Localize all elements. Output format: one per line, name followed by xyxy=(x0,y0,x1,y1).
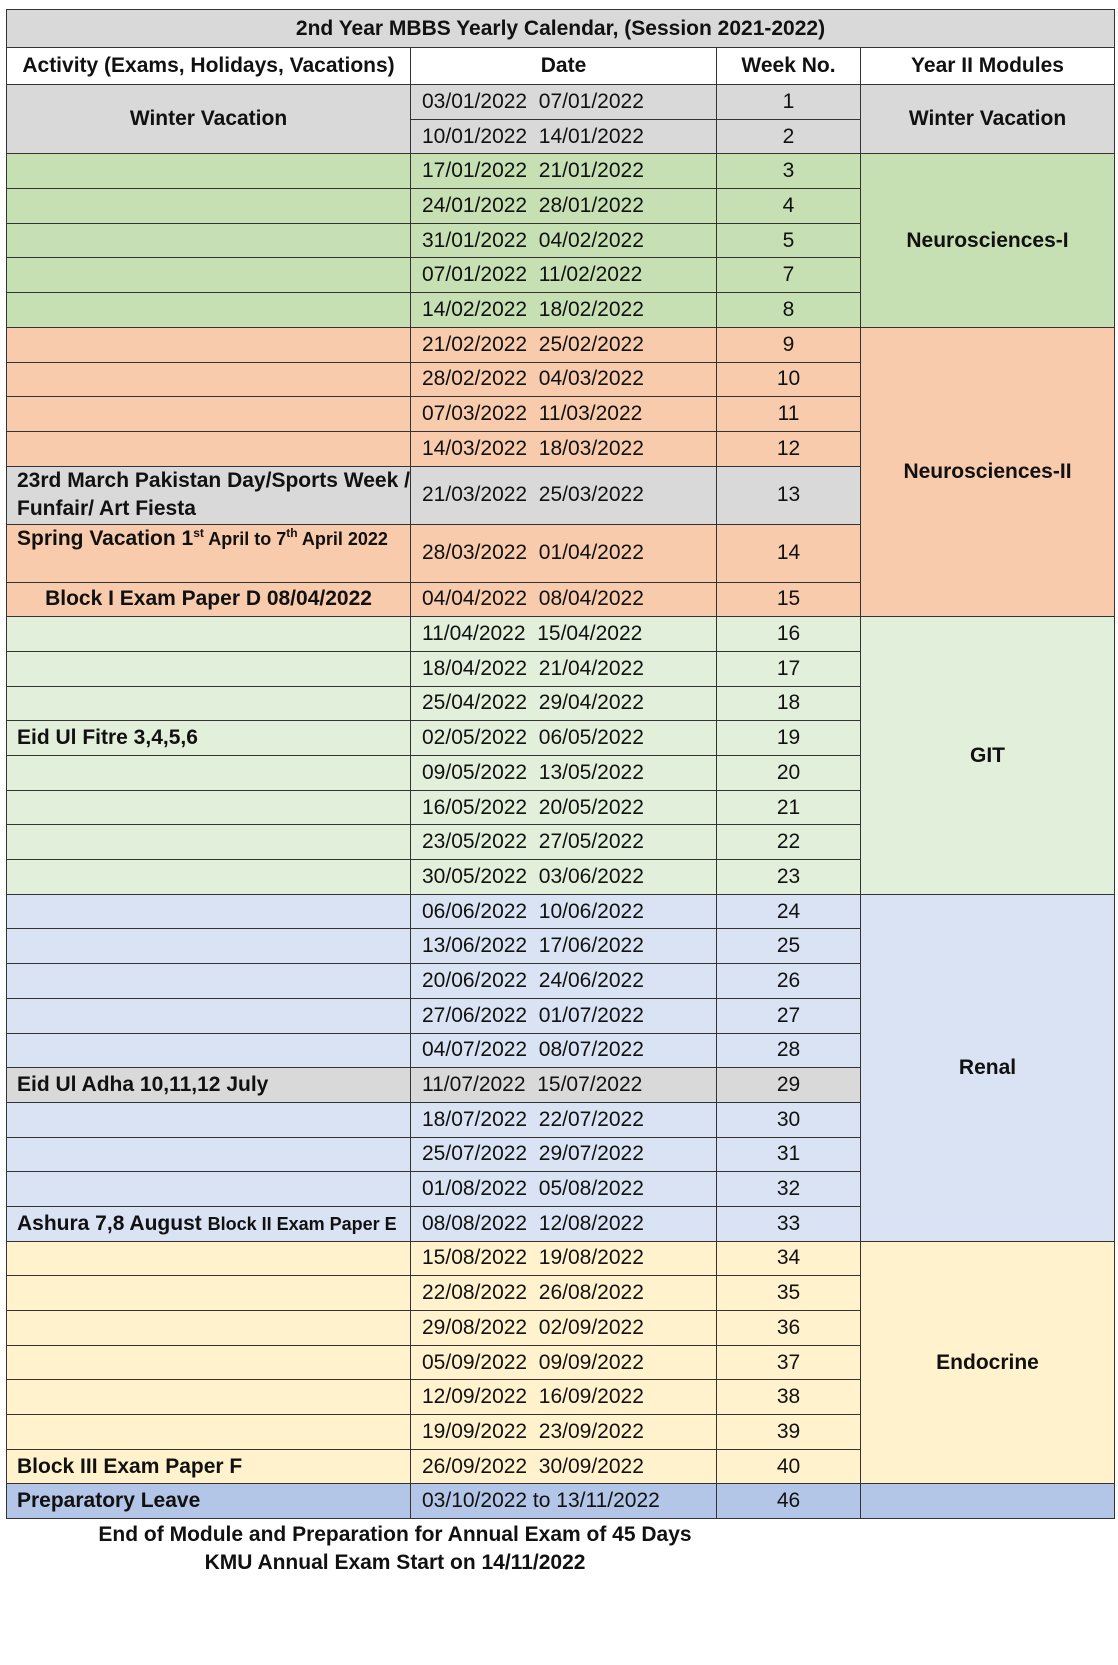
week-cell: 11 xyxy=(717,397,861,432)
activity-text: 23rd March Pakistan Day/Sports Week / Funfair/ Art Fiesta xyxy=(17,469,410,521)
activity-text-part: April 2022 xyxy=(297,528,388,549)
module-cell: Neurosciences-II xyxy=(861,327,1115,616)
table-row xyxy=(7,1241,1115,1276)
date-cell: 25/07/2022 29/07/2022 xyxy=(411,1137,717,1172)
module-cell: Winter Vacation xyxy=(861,85,1115,154)
activity-text: Ashura 7,8 August xyxy=(17,1211,208,1235)
date-cell: 31/01/2022 04/02/2022 xyxy=(411,223,717,258)
calendar-body xyxy=(7,10,1115,1519)
date-cell: 03/10/2022 to 13/11/2022 xyxy=(411,1484,717,1519)
activity-cell xyxy=(7,998,411,1033)
week-cell: 25 xyxy=(717,929,861,964)
header-week: Week No. xyxy=(717,48,861,85)
week-cell: 20 xyxy=(717,756,861,791)
week-cell: 1 xyxy=(717,85,861,120)
activity-cell xyxy=(7,1484,411,1519)
activity-cell xyxy=(7,1172,411,1207)
module-cell: Renal xyxy=(861,894,1115,1241)
week-cell: 8 xyxy=(717,293,861,328)
title-row xyxy=(7,10,1115,48)
activity-cell xyxy=(7,825,411,860)
activity-cell xyxy=(7,686,411,721)
date-cell: 23/05/2022 27/05/2022 xyxy=(411,825,717,860)
week-cell: 7 xyxy=(717,258,861,293)
activity-cell xyxy=(7,524,411,582)
week-cell: 24 xyxy=(717,894,861,929)
date-cell: 03/01/2022 07/01/2022 xyxy=(411,85,717,120)
week-cell: 12 xyxy=(717,431,861,466)
week-cell: 13 xyxy=(717,466,861,524)
date-cell: 21/02/2022 25/02/2022 xyxy=(411,327,717,362)
activity-text: Block III Exam Paper F xyxy=(17,1454,243,1478)
week-cell: 33 xyxy=(717,1206,861,1241)
date-cell: 25/04/2022 29/04/2022 xyxy=(411,686,717,721)
header-activity: Activity (Exams, Holidays, Vacations) xyxy=(7,48,411,85)
week-cell: 10 xyxy=(717,362,861,397)
date-cell: 22/08/2022 26/08/2022 xyxy=(411,1276,717,1311)
week-cell: 3 xyxy=(717,154,861,189)
week-cell: 34 xyxy=(717,1241,861,1276)
activity-cell xyxy=(7,582,411,617)
week-cell: 23 xyxy=(717,860,861,895)
table-row xyxy=(7,894,1115,929)
activity-cell xyxy=(7,964,411,999)
date-cell: 02/05/2022 06/05/2022 xyxy=(411,721,717,756)
activity-cell xyxy=(7,397,411,432)
week-cell: 36 xyxy=(717,1311,861,1346)
week-cell: 28 xyxy=(717,1033,861,1068)
date-cell: 21/03/2022 25/03/2022 xyxy=(411,466,717,524)
date-cell: 15/08/2022 19/08/2022 xyxy=(411,1241,717,1276)
activity-cell xyxy=(7,293,411,328)
module-cell: GIT xyxy=(861,617,1115,895)
module-cell: Neurosciences-I xyxy=(861,154,1115,327)
date-cell: 28/02/2022 04/03/2022 xyxy=(411,362,717,397)
date-cell: 13/06/2022 17/06/2022 xyxy=(411,929,717,964)
activity-text: Block I Exam Paper D 08/04/2022 xyxy=(45,587,372,611)
calendar-title: 2nd Year MBBS Yearly Calendar, (Session 2021-2022) xyxy=(7,10,1115,48)
week-cell: 17 xyxy=(717,651,861,686)
activity-cell xyxy=(7,1415,411,1450)
activity-cell xyxy=(7,617,411,652)
week-cell: 39 xyxy=(717,1415,861,1450)
week-cell: 14 xyxy=(717,524,861,582)
date-cell: 18/07/2022 22/07/2022 xyxy=(411,1102,717,1137)
activity-cell xyxy=(7,327,411,362)
date-cell: 14/02/2022 18/02/2022 xyxy=(411,293,717,328)
table-row xyxy=(7,1484,1115,1519)
date-cell: 30/05/2022 03/06/2022 xyxy=(411,860,717,895)
activity-cell xyxy=(7,1206,411,1241)
ordinal-suffix: th xyxy=(286,525,298,540)
table-row xyxy=(7,617,1115,652)
activity-cell xyxy=(7,929,411,964)
week-cell: 32 xyxy=(717,1172,861,1207)
activity-cell xyxy=(7,154,411,189)
date-cell: 07/01/2022 11/02/2022 xyxy=(411,258,717,293)
week-cell: 22 xyxy=(717,825,861,860)
date-cell: 10/01/2022 14/01/2022 xyxy=(411,119,717,154)
week-cell: 40 xyxy=(717,1449,861,1484)
date-cell: 09/05/2022 13/05/2022 xyxy=(411,756,717,791)
header-date: Date xyxy=(411,48,717,85)
week-cell: 37 xyxy=(717,1345,861,1380)
date-cell: 20/06/2022 24/06/2022 xyxy=(411,964,717,999)
date-cell: 27/06/2022 01/07/2022 xyxy=(411,998,717,1033)
week-cell: 21 xyxy=(717,790,861,825)
week-cell: 2 xyxy=(717,119,861,154)
activity-cell xyxy=(7,431,411,466)
date-cell: 04/04/2022 08/04/2022 xyxy=(411,582,717,617)
activity-text-part: April to 7 xyxy=(203,528,287,549)
footer-line-1: End of Module and Preparation for Annual Exam of 45 Days xyxy=(98,1523,692,1546)
date-cell: 01/08/2022 05/08/2022 xyxy=(411,1172,717,1207)
week-cell: 29 xyxy=(717,1068,861,1103)
date-cell: 19/09/2022 23/09/2022 xyxy=(411,1415,717,1450)
date-cell: 06/06/2022 10/06/2022 xyxy=(411,894,717,929)
date-cell: 16/05/2022 20/05/2022 xyxy=(411,790,717,825)
activity-text-exam: Block II Exam Paper E xyxy=(207,1213,397,1234)
activity-cell xyxy=(7,1068,411,1103)
date-cell: 26/09/2022 30/09/2022 xyxy=(411,1449,717,1484)
activity-cell xyxy=(7,223,411,258)
activity-cell xyxy=(7,1241,411,1276)
week-cell: 16 xyxy=(717,617,861,652)
date-cell: 11/07/2022 15/07/2022 xyxy=(411,1068,717,1103)
week-cell: 31 xyxy=(717,1137,861,1172)
date-cell: 28/03/2022 01/04/2022 xyxy=(411,524,717,582)
date-cell: 12/09/2022 16/09/2022 xyxy=(411,1380,717,1415)
activity-text xyxy=(17,525,410,553)
calendar-table xyxy=(6,9,1115,1519)
activity-cell xyxy=(7,85,411,154)
week-cell: 4 xyxy=(717,189,861,224)
table-row xyxy=(7,154,1115,189)
date-cell: 07/03/2022 11/03/2022 xyxy=(411,397,717,432)
week-cell: 19 xyxy=(717,721,861,756)
module-cell: Endocrine xyxy=(861,1241,1115,1484)
activity-cell xyxy=(7,1137,411,1172)
activity-cell xyxy=(7,1311,411,1346)
activity-text: Eid Ul Fitre 3,4,5,6 xyxy=(17,726,198,750)
activity-cell xyxy=(7,894,411,929)
header-module: Year II Modules xyxy=(861,48,1115,85)
date-cell: 17/01/2022 21/01/2022 xyxy=(411,154,717,189)
activity-cell xyxy=(7,1276,411,1311)
activity-cell xyxy=(7,258,411,293)
week-cell: 46 xyxy=(717,1484,861,1519)
week-cell: 26 xyxy=(717,964,861,999)
activity-cell xyxy=(7,860,411,895)
date-cell: 04/07/2022 08/07/2022 xyxy=(411,1033,717,1068)
activity-cell xyxy=(7,189,411,224)
week-cell: 30 xyxy=(717,1102,861,1137)
table-row xyxy=(7,327,1115,362)
activity-cell xyxy=(7,1449,411,1484)
footer-line-2: KMU Annual Exam Start on 14/11/2022 xyxy=(204,1551,586,1574)
ordinal-suffix: st xyxy=(193,525,204,540)
module-cell xyxy=(861,1484,1115,1519)
table-row xyxy=(7,85,1115,120)
activity-cell xyxy=(7,1102,411,1137)
week-cell: 18 xyxy=(717,686,861,721)
activity-cell xyxy=(7,1380,411,1415)
activity-text: Eid Ul Adha 10,11,12 July xyxy=(17,1073,269,1097)
week-cell: 9 xyxy=(717,327,861,362)
week-cell: 38 xyxy=(717,1380,861,1415)
header-row xyxy=(7,48,1115,85)
date-cell: 08/08/2022 12/08/2022 xyxy=(411,1206,717,1241)
activity-cell xyxy=(7,756,411,791)
date-cell: 14/03/2022 18/03/2022 xyxy=(411,431,717,466)
footer-notes xyxy=(0,1521,790,1577)
date-cell: 18/04/2022 21/04/2022 xyxy=(411,651,717,686)
activity-cell xyxy=(7,651,411,686)
date-cell: 11/04/2022 15/04/2022 xyxy=(411,617,717,652)
activity-text: Preparatory Leave xyxy=(17,1489,201,1513)
date-cell: 24/01/2022 28/01/2022 xyxy=(411,189,717,224)
week-cell: 15 xyxy=(717,582,861,617)
activity-cell xyxy=(7,362,411,397)
activity-cell xyxy=(7,466,411,524)
activity-text: Winter Vacation xyxy=(129,107,288,131)
activity-cell xyxy=(7,1345,411,1380)
activity-cell xyxy=(7,790,411,825)
date-cell: 29/08/2022 02/09/2022 xyxy=(411,1311,717,1346)
week-cell: 5 xyxy=(717,223,861,258)
activity-cell xyxy=(7,721,411,756)
week-cell: 27 xyxy=(717,998,861,1033)
week-cell: 35 xyxy=(717,1276,861,1311)
date-cell: 05/09/2022 09/09/2022 xyxy=(411,1345,717,1380)
activity-text-part: Spring Vacation 1 xyxy=(17,526,194,550)
activity-cell xyxy=(7,1033,411,1068)
